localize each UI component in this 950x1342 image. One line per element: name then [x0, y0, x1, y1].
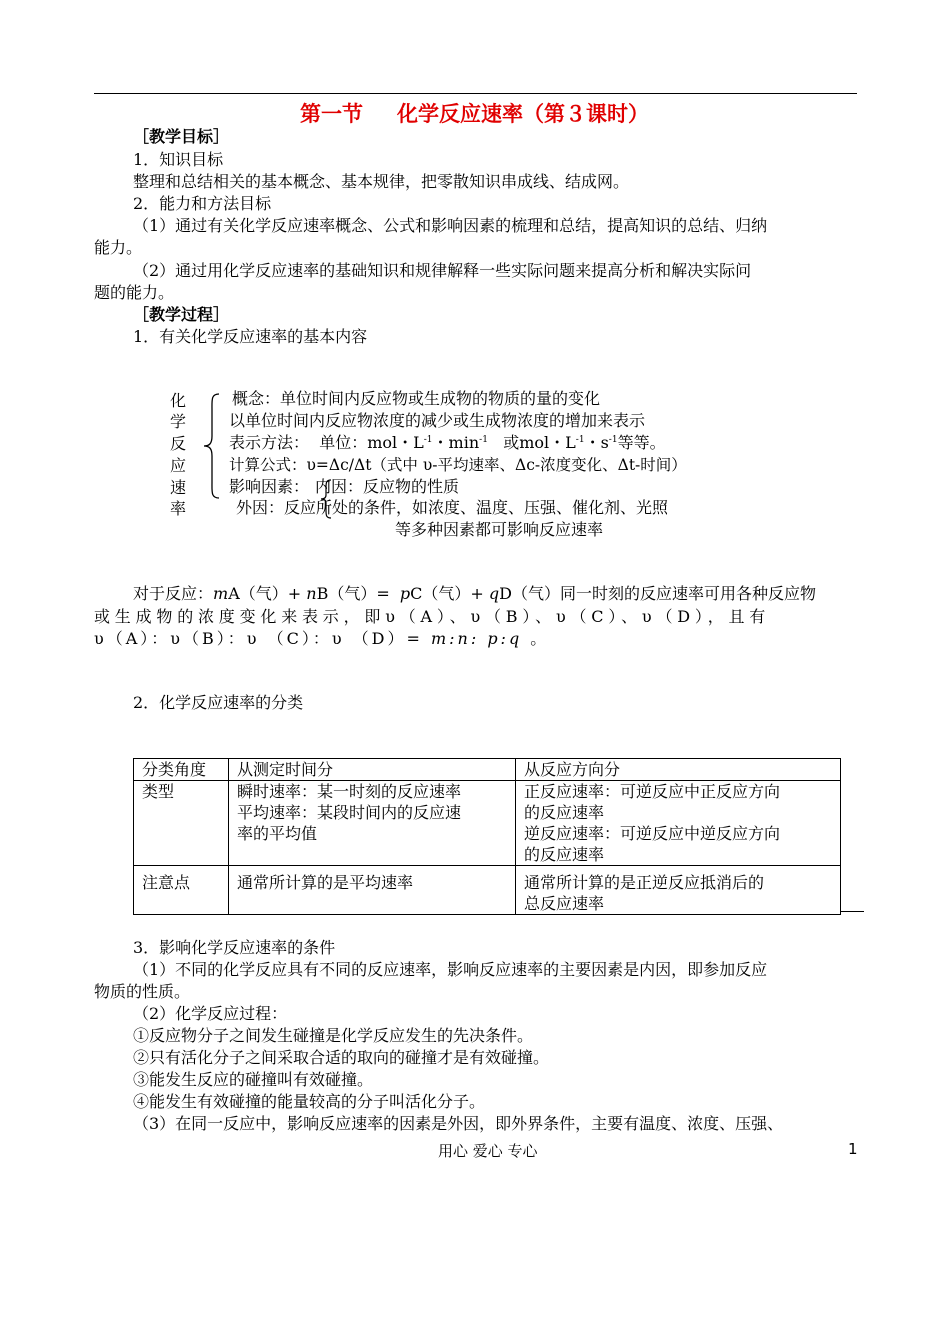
reaction-line-2: 或生成物的浓度变化来表示，即υ（A）、υ（B）、υ（C）、υ（D），且有	[94, 607, 771, 626]
list-item: ①反应物分子之间发生碰撞是化学反应发生的先决条件。	[133, 1026, 534, 1045]
table-row	[134, 781, 841, 866]
section-3-p1-line1: （1）不同的化学反应具有不同的反应速率，影响反应速率的主要因素是内因，即参加反应	[133, 960, 768, 979]
species-c: C（气）+	[410, 584, 484, 603]
cell-line: 的反应速率	[524, 803, 605, 822]
objective-1-text: 整理和总结相关的基本概念、基本规律，把零散知识串成线、结成网。	[133, 172, 630, 191]
unit-1-exp: -1	[423, 435, 433, 445]
coef-n: n	[306, 584, 317, 603]
unit-1-mid: ・min	[432, 433, 480, 452]
species-a: A（气）+	[228, 584, 302, 603]
objective-1: 1．知识目标	[133, 150, 224, 169]
factors-label: 影响因素：	[229, 477, 310, 496]
unit-label: 单位：	[319, 433, 368, 452]
cell-line: 瞬时速率：某一时刻的反应速率	[237, 782, 462, 801]
rate-ratio: m:n: p:q	[430, 629, 523, 648]
coef-p: p	[399, 584, 411, 603]
table-border-extension	[841, 911, 864, 912]
species-d: D（气）同一时刻的反应速率可用各种反应物	[499, 584, 816, 603]
objective-2: 2．能力和方法目标	[133, 194, 272, 213]
page-number: 1	[848, 1140, 858, 1158]
rate-ratio-lhs: υ（A）：υ（B）：υ （C）：υ （D）=	[94, 629, 423, 648]
unit-2-exp2: -1	[608, 435, 618, 445]
left-brace	[201, 392, 223, 500]
footer-slogan: 用心 爱心 专心	[438, 1142, 538, 1160]
section-3-p1-line2: 物质的性质。	[94, 982, 191, 1001]
section-3-p2: （2）化学反应过程：	[133, 1004, 288, 1023]
table-cell: 注意点	[134, 866, 229, 915]
vertical-char: 学	[169, 412, 186, 431]
species-b: B（气）=	[316, 584, 390, 603]
table-cell: 类型	[134, 781, 229, 866]
table-cell	[516, 866, 841, 915]
cell-line: 逆反应速率：可逆反应中逆反应方向	[524, 824, 781, 843]
external-factor-2: 等多种因素都可影响反应速率	[395, 520, 604, 539]
vertical-char: 反	[169, 434, 186, 453]
header-rule	[94, 93, 857, 94]
section-2-heading: 2．化学反应速率的分类	[133, 693, 304, 712]
vertical-char: 应	[169, 456, 186, 475]
objective-2-p1-line1: （1）通过有关化学反应速率概念、公式和影响因素的梳理和总结，提高知识的总结、归纳	[133, 216, 768, 235]
cell-line: 正反应速率：可逆反应中正反应方向	[524, 782, 781, 801]
page-title	[300, 98, 649, 128]
vertical-char: 化	[169, 391, 186, 410]
list-item: ③能发生反应的碰撞叫有效碰撞。	[133, 1070, 374, 1089]
cell-line: 通常所计算的是平均速率	[237, 873, 414, 892]
table-cell	[229, 781, 516, 866]
unit-2: mol・L	[519, 433, 576, 452]
reaction-line-3	[94, 629, 549, 649]
reaction-line-1	[133, 584, 816, 604]
objectives-heading: ［教学目标］	[133, 127, 230, 146]
cell-line: 率的平均值	[237, 824, 318, 843]
unit-2-mid: ・s	[584, 433, 609, 452]
table-cell	[516, 781, 841, 866]
section-1-heading: 1．有关化学反应速率的基本内容	[133, 327, 368, 346]
rep-label: 表示方法：	[229, 433, 310, 452]
table-header-cell: 分类角度	[134, 759, 229, 781]
representation-line	[229, 433, 666, 453]
reaction-intro: 对于反应：	[133, 584, 214, 603]
objective-2-p2-line1: （2）通过用化学反应速率的基础知识和规律解释一些实际问题来提高分析和解决实际问	[133, 261, 752, 280]
internal-factor: 内因：反应物的性质	[315, 477, 460, 496]
cell-line: 通常所计算的是正逆反应抵消后的	[524, 873, 765, 892]
classification-table	[133, 758, 841, 915]
objective-2-p2-line2: 题的能力。	[94, 283, 175, 302]
unit-1-exp2: -1	[479, 435, 488, 445]
section-3-heading: 3．影响化学反应速率的条件	[133, 938, 336, 957]
table-row	[134, 759, 841, 781]
coef-m: m	[213, 584, 229, 603]
rate-ratio-end: 。	[530, 629, 550, 648]
table-row	[134, 866, 841, 915]
cell-line: 平均速率：某段时间内的反应速	[237, 803, 462, 822]
objective-2-p1-line2: 能力。	[94, 238, 143, 257]
table-cell	[229, 866, 516, 915]
external-factor: 外因：反应所处的条件，如浓度、温度、压强、催化剂、光照	[236, 498, 669, 517]
concept-line: 概念：单位时间内反应物或生成物的物质的量的变化	[232, 389, 601, 408]
list-item: ④能发生有效碰撞的能量较高的分子叫活化分子。	[133, 1092, 486, 1111]
formula-line: 计算公式：υ=Δc/Δt（式中 υ-平均速率、Δc-浓度变化、Δt-时间）	[229, 456, 687, 474]
factors-line	[229, 477, 459, 497]
coef-q: q	[488, 584, 500, 603]
title-section: 第一节	[300, 102, 363, 126]
unit-end: 等等。	[617, 433, 666, 452]
process-heading: ［教学过程］	[133, 305, 230, 324]
cell-line: 总反应速率	[524, 894, 605, 913]
cell-line: 的反应速率	[524, 845, 605, 864]
unit-1: mol・L	[367, 433, 424, 452]
or-text: 或	[503, 433, 520, 452]
unit-2-exp: -1	[575, 435, 585, 445]
table-header-cell: 从测定时间分	[229, 759, 516, 781]
vertical-char: 率	[169, 499, 186, 518]
title-topic: 化学反应速率（第３课时）	[397, 102, 649, 126]
concept-line-2: 以单位时间内反应物浓度的减少或生成物浓度的增加来表示	[229, 411, 646, 430]
list-item: ②只有活化分子之间采取合适的取向的碰撞才是有效碰撞。	[133, 1048, 550, 1067]
section-3-p3: （3）在同一反应中，影响反应速率的因素是外因，即外界条件，主要有温度、浓度、压强、	[133, 1114, 784, 1133]
table-header-cell: 从反应方向分	[516, 759, 841, 781]
vertical-char: 速	[169, 478, 186, 497]
